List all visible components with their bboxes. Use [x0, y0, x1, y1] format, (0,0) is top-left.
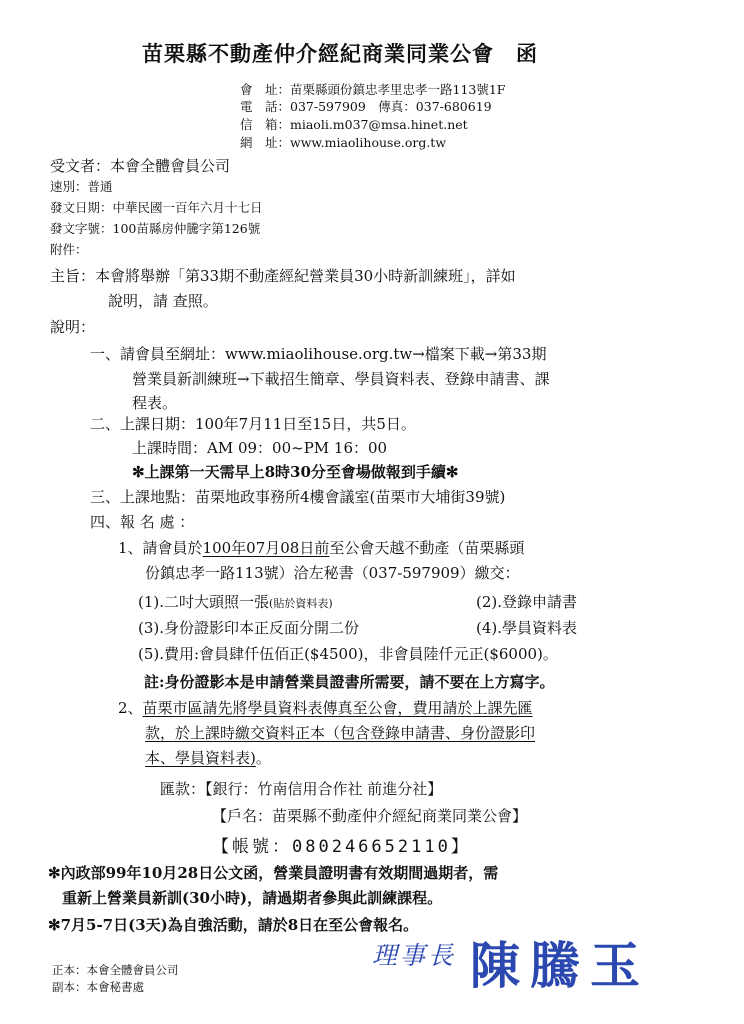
explanation-item-1-line-2: 營業員新訓練班→下載招生簡章、學員資料表、登錄申請書、課 — [132, 370, 550, 388]
issue-date-line: 發文日期：中華民國一百年六月十七日 — [50, 200, 263, 215]
chairman-title-signature: 理事長 — [372, 941, 457, 970]
required-doc-1-note: (貼於資料表) — [269, 597, 333, 610]
registration-2-line-3 — [145, 747, 271, 768]
remittance-bank: 匯款：【銀行：竹南信用合作社 前進分社】 — [160, 780, 443, 798]
explanation-item-1-line-1: 一、請會員至網址：www.miaolihouse.org.tw→檔案下載→第33期 — [90, 345, 547, 363]
registration-2-prefix: 2、 — [118, 699, 143, 717]
registration-deadline: 100年07月08日前 — [202, 539, 330, 557]
remittance-account-number: 【帳號：080246652110】 — [212, 837, 471, 857]
checkin-notice: ✻上課第一天需早上8時30分至會場做報到手續✻ — [132, 463, 459, 481]
copy-recipient: 副本：本會秘書處 — [52, 980, 144, 994]
required-doc-4: (4).學員資料表 — [476, 619, 578, 637]
subject-line-1: 主旨：本會將舉辦「第33期不動產經紀營業員30小時新訓練班」，詳如 — [50, 267, 516, 285]
registration-2-line-2: 款，於上課時繳交資料正本（包含登錄申請書、身份證影印 — [145, 724, 536, 742]
subject-line-2: 說明，請 查照。 — [108, 292, 218, 310]
association-phone: 電 話：037-597909 傳真：037-680619 — [240, 99, 492, 114]
document-number-line: 發文字號：100苗縣房仲騰字第126號 — [50, 221, 261, 236]
attachment-line: 附件： — [50, 242, 88, 257]
explanation-heading: 說明： — [50, 318, 96, 336]
recipient-line: 受文者：本會全體會員公司 — [50, 157, 231, 175]
required-doc-1 — [138, 591, 333, 612]
required-doc-5-fee: (5).費用:會員肆仟伍佰正($4500)，非會員陸仟元正($6000)。 — [138, 645, 558, 663]
notice-1-line-1: ✻內政部99年10月28日公文函，營業員證明書有效期間過期者，需 — [48, 864, 499, 882]
explanation-item-2-time: 上課時間：AM 09：00~PM 16：00 — [132, 439, 388, 457]
explanation-item-4-registration: 四、報 名 處 ： — [90, 513, 195, 531]
required-doc-1-label: (1).二吋大頭照一張 — [138, 593, 270, 611]
notice-1-line-2: 重新上營業員新訓(30小時)，請過期者參與此訓練課程。 — [62, 889, 443, 907]
registration-1-line-2: 份鎮忠孝一路113號）洽左秘書（037-597909）繳交： — [145, 564, 520, 582]
remittance-account-name: 【戶名：苗栗縣不動產仲介經紀商業同業公會】 — [212, 807, 528, 825]
explanation-item-3-venue: 三、上課地點：苗栗地政事務所4樓會議室(苗栗市大埔街39號) — [90, 488, 506, 506]
association-email: 信 箱：miaoli.m037@msa.hinet.net — [240, 117, 468, 132]
notice-2: ✻7月5-7日(3天)為自強活動，請於8日在至公會報名。 — [48, 916, 419, 934]
explanation-item-2-date: 二、上課日期：100年7月11日至15日，共5日。 — [90, 415, 416, 433]
registration-2-text-1: 苗栗市區請先將學員資料表傳真至公會，費用請於上課先匯 — [142, 699, 533, 717]
speed-line: 速別：普通 — [50, 179, 113, 194]
association-address: 會 址：苗栗縣頭份鎮忠孝里忠孝一路113號1F — [240, 82, 506, 97]
explanation-item-1-line-3: 程表。 — [132, 394, 178, 412]
document-title: 苗栗縣不動產仲介經紀商業同業公會 函 — [142, 41, 538, 66]
registration-1-rest: 至公會天越不動產（苗栗縣頭 — [329, 539, 525, 557]
original-recipient: 正本：本會全體會員公司 — [52, 963, 179, 977]
registration-1-prefix: 1、請會員於 — [118, 539, 203, 557]
registration-2-line-1 — [118, 697, 533, 718]
association-website: 網 址：www.miaolihouse.org.tw — [240, 135, 447, 150]
required-doc-2: (2).登錄申請書 — [476, 593, 578, 611]
required-doc-3: (3).身份證影印本正反面分開二份 — [138, 619, 360, 637]
id-copy-note: 註:身份證影本是申請營業員證書所需要，請不要在上方寫字。 — [144, 673, 555, 691]
registration-2-end: 。 — [255, 749, 271, 767]
chairman-name-signature: 陳騰玉 — [470, 936, 650, 995]
registration-2-text-3: 本、學員資料表) — [145, 749, 256, 767]
registration-1-line-1 — [118, 537, 524, 558]
